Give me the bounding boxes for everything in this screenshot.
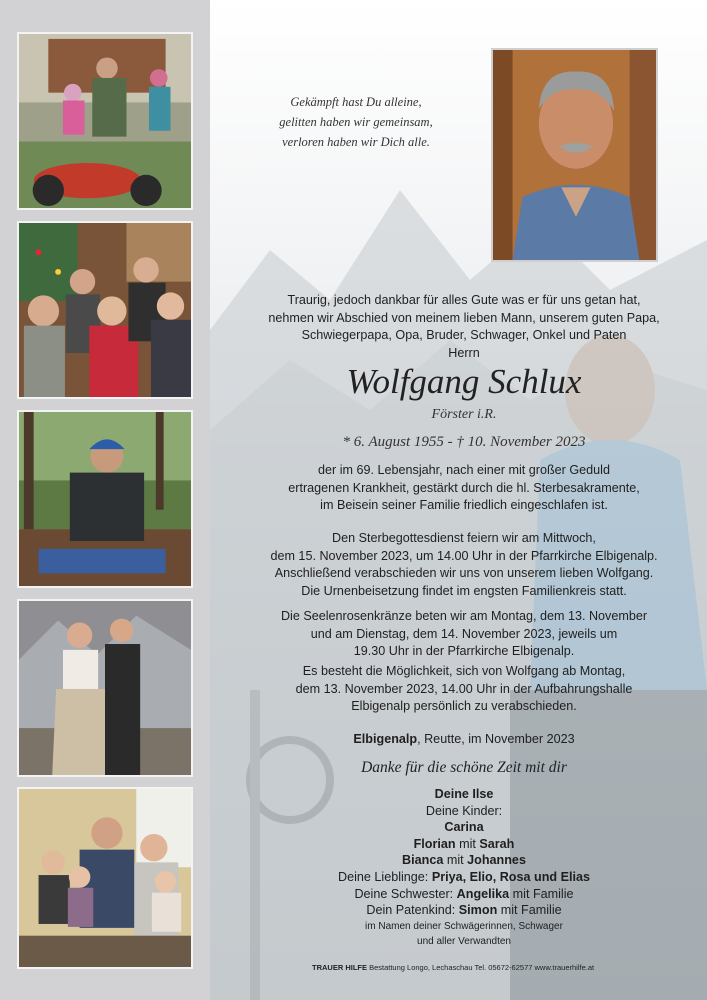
urn-burial-text xyxy=(222,583,706,601)
funeral-line: dem 15. November 2023, um 14.00 Uhr in der Pfarrkirche Elbigenalp. xyxy=(270,548,658,563)
funeral-line: Den Sterbegottesdienst feiern wir am Mittwoch, xyxy=(332,531,596,545)
viewing-line: Elbigenalp persönlich zu verabschieden. xyxy=(351,699,577,713)
thanks-line: Danke für die schöne Zeit mit dir xyxy=(361,759,567,776)
photo-grandparents-with-kids xyxy=(17,787,193,969)
photo-strip xyxy=(0,0,210,1000)
grandkids-label: Deine Lieblinge: xyxy=(337,869,432,884)
family-photo-motorbike xyxy=(17,32,193,210)
sister-label: Deine Schwester: xyxy=(354,886,457,901)
place-town: Elbigenalp xyxy=(353,732,418,746)
memorial-quote xyxy=(236,92,476,152)
deceased-title: Förster i.R. xyxy=(431,407,497,422)
life-dates: * 6. August 1955 - † 10. November 2023 xyxy=(342,434,586,450)
funeral-line: Anschließend verabschieden wir uns von unserem lieben Wolfgang. xyxy=(274,566,654,580)
conjunction: mit xyxy=(455,836,480,851)
partner-name: Sarah xyxy=(479,836,515,851)
closing-line: im Namen deiner Schwägerinnen, Schwager xyxy=(365,920,563,932)
partner-name: Johannes xyxy=(467,853,526,868)
sister-name: Angelika xyxy=(456,886,510,901)
family-photo-christmas xyxy=(17,221,193,399)
photo-man-forest xyxy=(17,410,193,588)
grandkids-names: Priya, Elio, Rosa und Elias xyxy=(431,869,590,884)
godchild-suffix: mit Familie xyxy=(497,903,562,918)
rosary-line: 19.30 Uhr in der Pfarrkirche Elbigenalp. xyxy=(353,644,575,658)
viewing-line: Es besteht die Möglichkeit, sich von Wolfgang ab Montag, xyxy=(302,664,626,678)
closing-line: und aller Verwandten xyxy=(417,935,511,947)
sister-suffix: mit Familie xyxy=(509,886,574,901)
children-label: Deine Kinder: xyxy=(425,803,503,818)
passing-line: der im 69. Lebensjahr, nach einer mit großer Geduld xyxy=(318,463,610,477)
child-name: Florian xyxy=(413,836,456,851)
intro-line: Schwiegerpapa, Opa, Bruder, Schwager, Onkel und Paten xyxy=(301,328,627,342)
deceased-name: Wolfgang Schlux xyxy=(346,362,582,401)
wife: Deine Ilse xyxy=(434,787,494,801)
child-name: Bianca xyxy=(402,853,444,868)
place-date-line xyxy=(222,731,706,748)
urn-line: Die Urnenbeisetzung findet im engsten Familienkreis statt. xyxy=(301,584,627,598)
intro-line: nehmen wir Abschied von meinem lieben Mann, unserem guten Papa, xyxy=(268,310,660,325)
godchild-label: Dein Patenkind: xyxy=(366,903,459,918)
viewing-text xyxy=(222,663,706,716)
child-name: Carina xyxy=(444,820,484,835)
intro-text xyxy=(222,292,706,362)
mourners-list xyxy=(222,786,706,949)
godchild-name: Simon xyxy=(458,903,498,918)
photo-couple-traditional-dress xyxy=(17,599,193,777)
quote-line: gelitten haben wir gemeinsam, xyxy=(279,115,433,129)
footer-brand: TRAUER HILFE xyxy=(312,963,367,972)
viewing-line: dem 13. November 2023, 14.00 Uhr in der Aufbahrungshalle xyxy=(295,681,633,696)
intro-line: Traurig, jedoch dankbar für alles Gute was er für uns getan hat, xyxy=(287,293,641,307)
passing-line: ertragenen Krankheit, gestärkt durch die hl. Sterbesakramente, xyxy=(288,480,640,495)
quote-line: Gekämpft hast Du alleine, xyxy=(290,95,422,109)
funeral-service-text xyxy=(222,530,706,583)
portrait-photo xyxy=(491,48,658,262)
funeral-home-footer xyxy=(312,963,594,972)
place-rest: , Reutte, im November 2023 xyxy=(417,732,575,746)
passing-line: im Beisein seiner Familie friedlich eingeschlafen ist. xyxy=(320,498,608,512)
rosary-text xyxy=(222,608,706,661)
conjunction: mit xyxy=(443,853,468,868)
passing-text xyxy=(222,462,706,515)
quote-line: verloren haben wir Dich alle. xyxy=(282,135,430,149)
rosary-line: Die Seelenrosenkränze beten wir am Montag, dem 13. November xyxy=(280,609,648,623)
rosary-line: und am Dienstag, dem 14. November 2023, jeweils um xyxy=(310,626,618,641)
footer-text: Bestattung Longo, Lechaschau Tel. 05672-62577 www.trauerhilfe.at xyxy=(367,963,595,972)
intro-line: Herrn xyxy=(448,345,480,360)
